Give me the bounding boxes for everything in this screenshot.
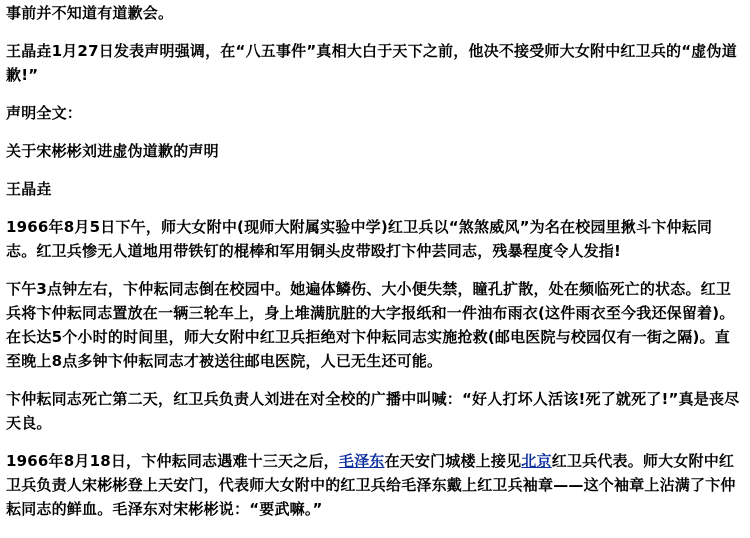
paragraph-3pm: 下午3点钟左右，卞仲耘同志倒在校园中。她遍体鳞伤、大小便失禁，瞳孔扩散，处在频临死亡的状态。红卫兵将卞仲耘同志置放在一辆三轮车上，身上堆满肮脏的大字报纸和一件油布雨衣(这件雨衣至今我还保留着)。在长达5个小时的时间里，师大女附中红卫兵拒绝对卞仲耘同志实施抢救(邮电医院与校园仅有一街之隔)。直至晚上8点多钟卞仲耘同志才被送往邮电医院，人已无生还可能。 — [6, 280, 735, 370]
article-body — [6, 0, 741, 521]
link-beijing[interactable]: 北京 — [521, 452, 552, 470]
paragraph-august-5: 1966年8月5日下午，师大女附中(现师大附属实验中学)红卫兵以“煞煞威风”为名在校园里揪斗卞仲耘同志。红卫兵惨无人道地用带铁钉的棍棒和军用铜头皮带殴打卞仲芸同志，残暴程度令人发指! — [6, 218, 713, 260]
paragraph-august-18-mid: 在天安门城楼上接见 — [384, 452, 522, 470]
paragraph-statement-summary: 王晶垚1月27日发表声明强调，在“八五事件”真相大白于天下之前，他决不接受师大女附中红卫兵的“虚伪道歉!” — [6, 42, 737, 84]
paragraph-statement-label: 声明全文： — [6, 104, 83, 122]
paragraph-intro: 事前并不知道有道歉会。 — [6, 4, 174, 22]
paragraph-august-18-end: 红卫兵代表。师大女附中红卫兵负责人宋彬彬登上天安门，代表师大女附中的红卫兵给毛泽东戴上红卫兵袖章——这个袖章上沾满了卞仲耘同志的鲜血。毛泽东对宋彬彬说：“要武嘛。” — [6, 452, 736, 518]
statement-author: 王晶垚 — [6, 180, 52, 198]
link-mao-zedong[interactable]: 毛泽东 — [338, 452, 385, 470]
paragraph-august-18 — [6, 449, 741, 521]
paragraph-next-day: 卞仲耘同志死亡第二天，红卫兵负责人刘进在对全校的广播中叫喊：“好人打坏人活该!死了就死了!”真是丧尽天良。 — [6, 390, 740, 432]
statement-title: 关于宋彬彬刘进虚伪道歉的声明 — [6, 142, 219, 160]
paragraph-august-18-start: 1966年8月18日，卞仲耘同志遇难十三天之后， — [6, 452, 339, 470]
